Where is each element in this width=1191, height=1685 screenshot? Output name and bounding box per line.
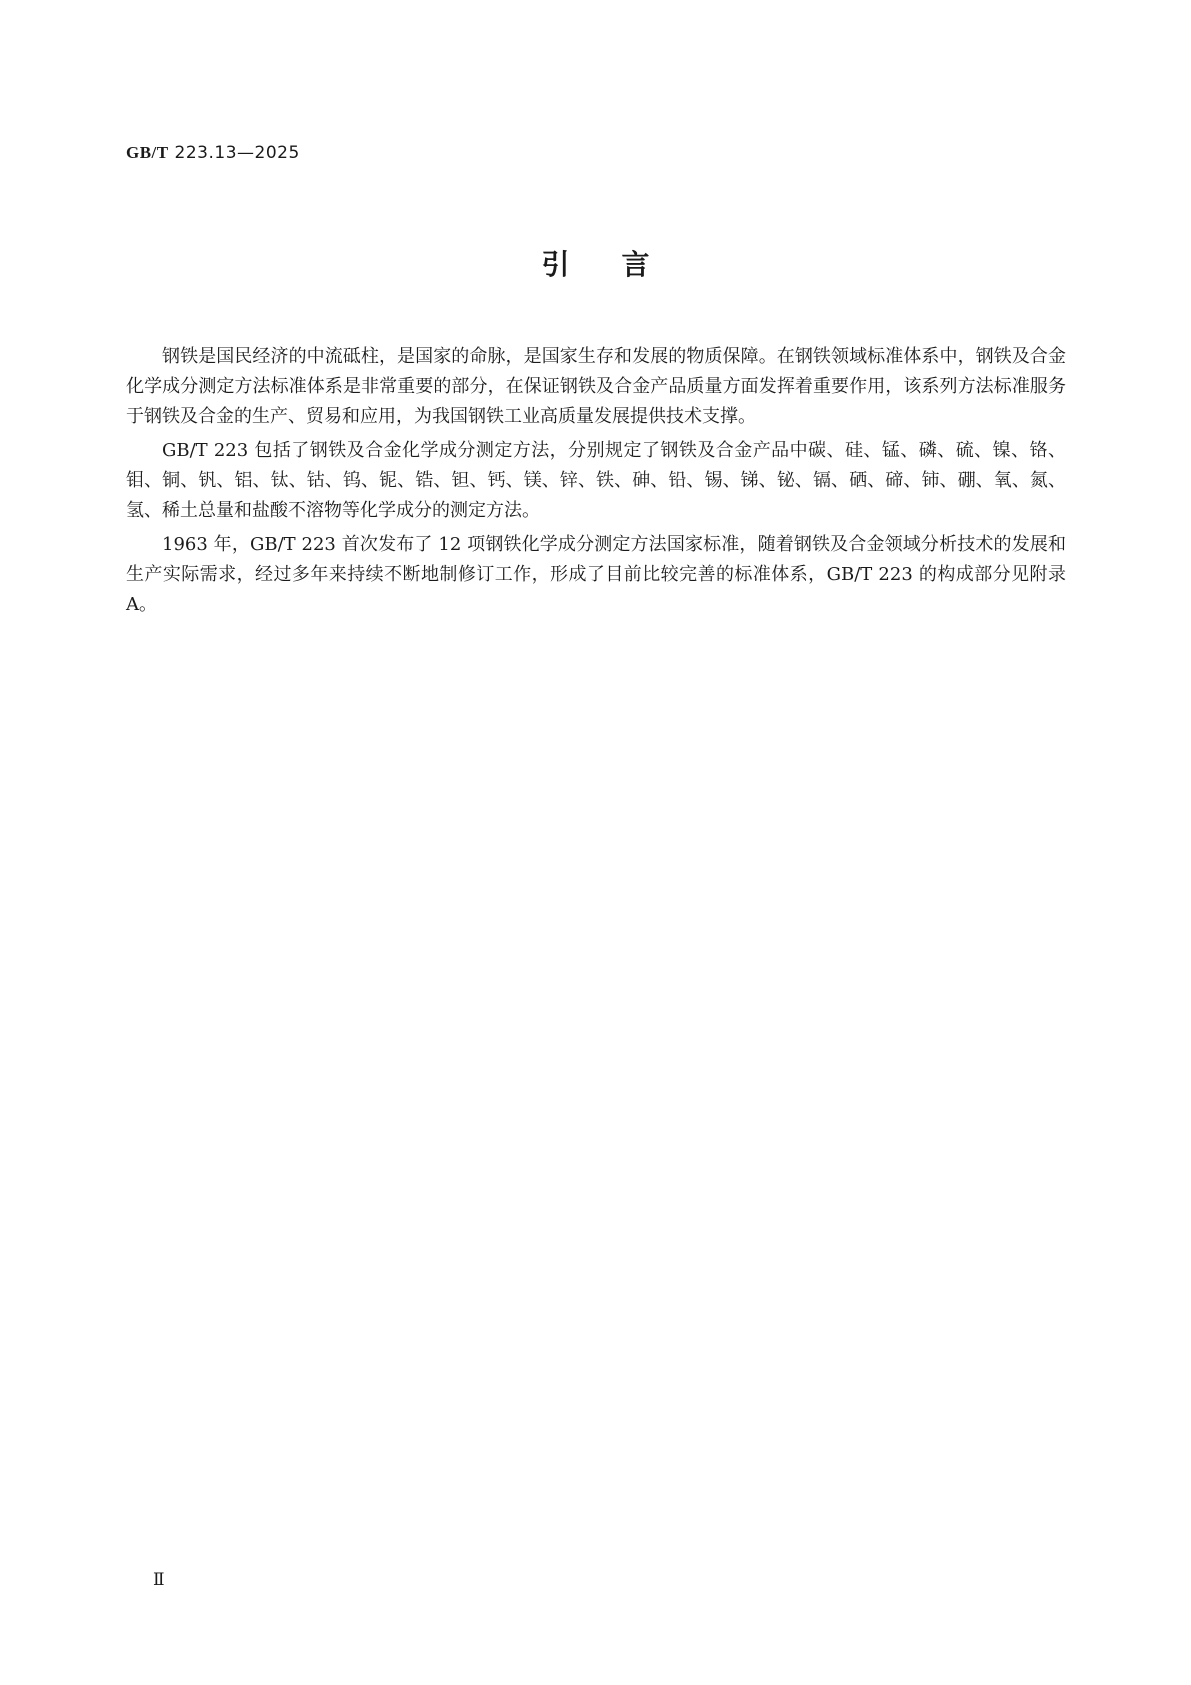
standard-code-prefix: GB/T	[126, 143, 169, 162]
page-number: Ⅱ	[153, 1570, 165, 1589]
standard-code-number: 223.13—2025	[168, 143, 300, 163]
standard-code	[126, 143, 300, 163]
paragraph-2: GB/T 223 包括了钢铁及合金化学成分测定方法，分别规定了钢铁及合金产品中碳、硅、锰、磷、硫、镍、铬、钼、铜、钒、铝、钛、钴、钨、铌、锆、钽、钙、镁、锌、铁、砷、铅、锡、锑、铋、镉、硒、碲、铈、硼、氧、氮、氢、稀土总量和盐酸不溶物等化学成分的测定方法。	[126, 440, 1066, 521]
paragraph-3: 1963 年，GB/T 223 首次发布了 12 项钢铁化学成分测定方法国家标准，随着钢铁及合金领域分析技术的发展和生产实际需求，经过多年来持续不断地制修订工作，形成了目前比较完善的标准体系，GB/T 223 的构成部分见附录 A。	[126, 534, 1066, 615]
page-title: 引言	[541, 248, 702, 281]
paragraph-1: 钢铁是国民经济的中流砥柱，是国家的命脉，是国家生存和发展的物质保障。在钢铁领域标准体系中，钢铁及合金化学成分测定方法标准体系是非常重要的部分，在保证钢铁及合金产品质量方面发挥着重要作用，该系列方法标准服务于钢铁及合金的生产、贸易和应用，为我国钢铁工业高质量发展提供技术支撑。	[126, 346, 1066, 427]
introduction-body	[126, 342, 1066, 624]
